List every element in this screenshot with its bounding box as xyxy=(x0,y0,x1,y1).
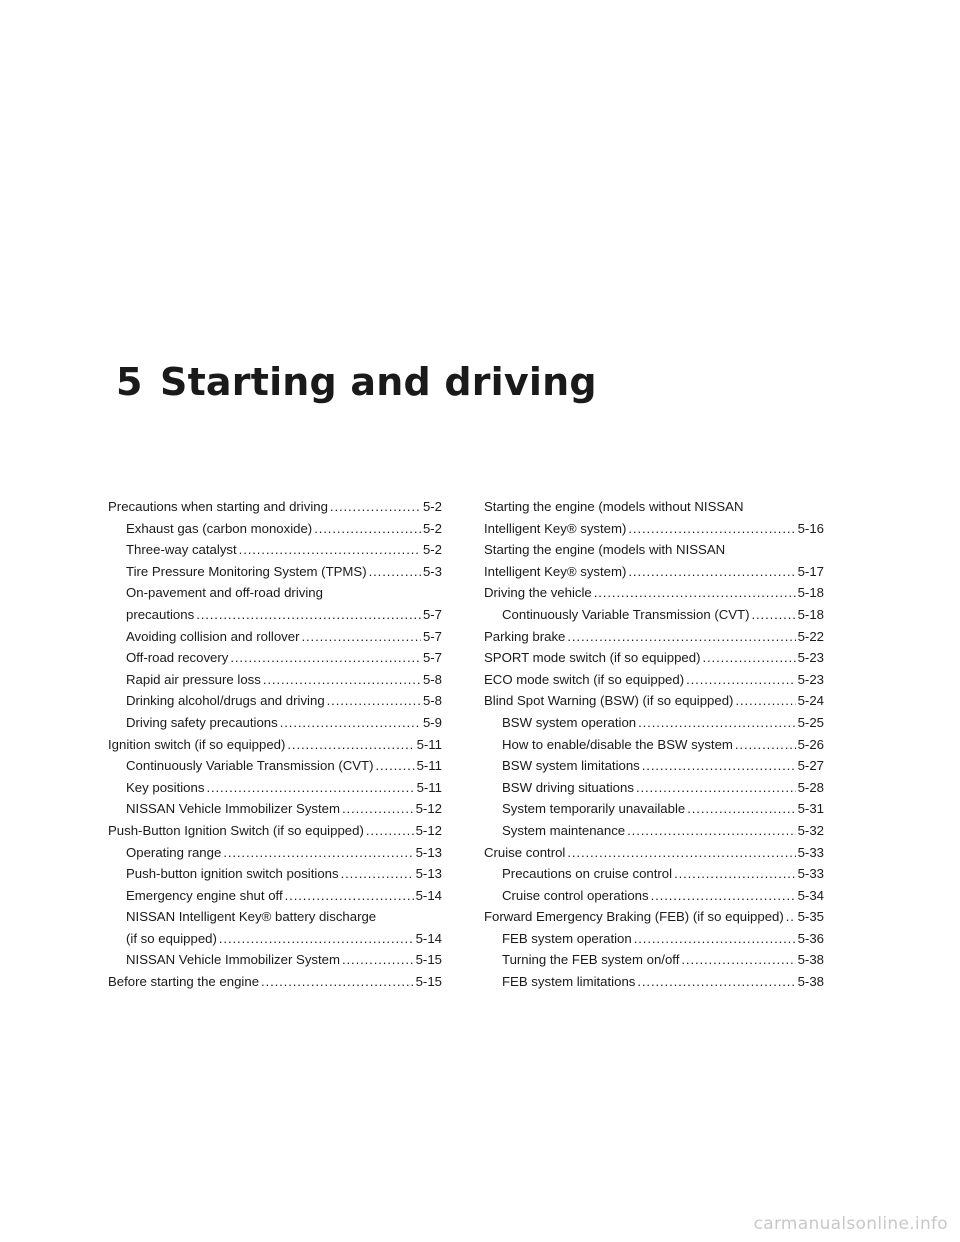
toc-entry-text: Ignition switch (if so equipped) xyxy=(108,734,287,756)
toc-entry-page: 5-14 xyxy=(414,885,442,907)
toc-entry-line xyxy=(484,690,824,712)
toc-entry-text: ECO mode switch (if so equipped) xyxy=(484,669,686,691)
toc-entry-text: Driving safety precautions xyxy=(126,712,280,734)
toc-entry-text: BSW system limitations xyxy=(502,755,642,777)
dot-leader xyxy=(314,518,421,540)
toc-entry-page: 5-18 xyxy=(796,582,824,604)
dot-leader xyxy=(567,626,795,648)
toc-entry[interactable] xyxy=(108,712,442,734)
toc-entry-page: 5-33 xyxy=(796,863,824,885)
toc-entry-page: 5-11 xyxy=(415,734,442,756)
toc-entry-line xyxy=(502,734,824,756)
toc-entry-text: Rapid air pressure loss xyxy=(126,669,263,691)
toc-entry-text: Tire Pressure Monitoring System (TPMS) xyxy=(126,561,369,583)
toc-entry-line xyxy=(108,734,442,756)
toc-entry-line xyxy=(126,712,442,734)
toc-entry-line xyxy=(108,971,442,993)
toc-entry-line xyxy=(502,928,824,950)
dot-leader xyxy=(285,885,414,907)
toc-entry-line xyxy=(502,604,824,626)
dot-leader xyxy=(369,561,421,583)
toc-entry[interactable] xyxy=(484,863,824,885)
toc-entry-line xyxy=(126,669,442,691)
toc-entry-page: 5-23 xyxy=(796,669,824,691)
toc-entry-page: 5-13 xyxy=(414,863,442,885)
dot-leader xyxy=(567,842,795,864)
dot-leader xyxy=(651,885,796,907)
dot-leader xyxy=(230,647,421,669)
toc-entry-line xyxy=(126,604,442,626)
toc-entry[interactable] xyxy=(108,626,442,648)
toc-entry-text: BSW driving situations xyxy=(502,777,636,799)
toc-entry-text-first-line: On-pavement and off-road driving xyxy=(126,585,323,601)
toc-entry-page: 5-32 xyxy=(796,820,824,842)
toc-entry[interactable] xyxy=(108,582,442,625)
toc-entry-line xyxy=(126,518,442,540)
toc-entry-page: 5-13 xyxy=(414,842,442,864)
toc-entry-page: 5-11 xyxy=(415,777,442,799)
toc-entry-page: 5-28 xyxy=(796,777,824,799)
toc-entry-text: (if so equipped) xyxy=(126,928,219,950)
toc-entry[interactable] xyxy=(484,928,824,950)
toc-entry-text: System maintenance xyxy=(502,820,627,842)
toc-entry-page: 5-34 xyxy=(796,885,824,907)
toc-entry[interactable] xyxy=(484,647,824,669)
toc-entry[interactable] xyxy=(484,777,824,799)
toc-entry-page: 5-36 xyxy=(796,928,824,950)
toc-entry-page: 5-11 xyxy=(415,755,442,777)
toc-entry-text: FEB system operation xyxy=(502,928,634,950)
toc-entry-page: 5-27 xyxy=(796,755,824,777)
toc-entry-text: Drinking alcohol/drugs and driving xyxy=(126,690,327,712)
toc-entry-text: NISSAN Vehicle Immobilizer System xyxy=(126,798,342,820)
dot-leader xyxy=(302,626,421,648)
toc-entry-line xyxy=(484,561,824,583)
toc-entry[interactable] xyxy=(484,604,824,626)
toc-entry-line xyxy=(502,777,824,799)
toc-entry-text: Intelligent Key® system) xyxy=(484,561,628,583)
toc-entry-line xyxy=(126,798,442,820)
toc-entry-line xyxy=(502,885,824,907)
toc-entry-text: Continuously Variable Transmission (CVT) xyxy=(502,604,751,626)
chapter-title xyxy=(116,360,597,404)
dot-leader xyxy=(287,734,414,756)
dot-leader xyxy=(375,755,414,777)
toc-entry-line xyxy=(126,647,442,669)
toc-entry-page: 5-18 xyxy=(796,604,824,626)
dot-leader xyxy=(628,518,795,540)
dot-leader xyxy=(342,949,414,971)
watermark: carmanualsonline.info xyxy=(753,1214,948,1234)
toc-right-column xyxy=(484,496,824,993)
toc-entry-text: SPORT mode switch (if so equipped) xyxy=(484,647,702,669)
toc-entry[interactable] xyxy=(108,842,442,864)
toc-entry[interactable] xyxy=(108,755,442,777)
toc-entry-text: Key positions xyxy=(126,777,206,799)
toc-entry[interactable] xyxy=(484,669,824,691)
toc-entry-text-first-line: NISSAN Intelligent Key® battery discharge xyxy=(126,909,377,925)
toc-entry-page: 5-31 xyxy=(796,798,824,820)
toc-entry-line xyxy=(126,863,442,885)
toc-entry[interactable] xyxy=(108,798,442,820)
toc-entry-page: 5-12 xyxy=(414,798,442,820)
dot-leader xyxy=(239,539,421,561)
toc-entry-text: Precautions on cruise control xyxy=(502,863,674,885)
dot-leader xyxy=(594,582,796,604)
toc-entry[interactable] xyxy=(484,496,824,539)
toc-entry-page: 5-12 xyxy=(414,820,442,842)
toc-entry-line xyxy=(502,820,824,842)
toc-entry[interactable] xyxy=(484,712,824,734)
dot-leader xyxy=(636,777,796,799)
toc-left-column xyxy=(108,496,442,993)
toc-entry-page: 5-23 xyxy=(796,647,824,669)
dot-leader xyxy=(702,647,795,669)
toc-entry-line xyxy=(484,518,824,540)
dot-leader xyxy=(735,734,796,756)
dot-leader xyxy=(735,690,795,712)
toc-entry-page: 5-25 xyxy=(796,712,824,734)
toc-entry[interactable] xyxy=(108,949,442,971)
toc-entry[interactable] xyxy=(108,777,442,799)
toc-entry-line xyxy=(126,561,442,583)
toc-entry-text: Push-button ignition switch positions xyxy=(126,863,341,885)
toc-entry-page: 5-3 xyxy=(421,561,442,583)
toc-entry-page: 5-8 xyxy=(421,669,442,691)
toc-entry[interactable] xyxy=(484,820,824,842)
toc-entry-text: NISSAN Vehicle Immobilizer System xyxy=(126,949,342,971)
toc-entry-line xyxy=(126,539,442,561)
dot-leader xyxy=(223,842,413,864)
toc-entry-page: 5-2 xyxy=(421,539,442,561)
toc-entry-text: Precautions when starting and driving xyxy=(108,496,330,518)
toc-entry-text: System temporarily unavailable xyxy=(502,798,687,820)
toc-entry-line xyxy=(484,906,824,928)
toc-entry-line xyxy=(126,842,442,864)
toc-entry[interactable] xyxy=(108,561,442,583)
toc-entry-page: 5-7 xyxy=(421,626,442,648)
toc-entry-line xyxy=(126,755,442,777)
toc-entry-page: 5-9 xyxy=(421,712,442,734)
dot-leader xyxy=(330,496,421,518)
dot-leader xyxy=(263,669,421,691)
toc-entry-page: 5-38 xyxy=(796,971,824,993)
dot-leader xyxy=(751,604,795,626)
toc-entry-line xyxy=(502,949,824,971)
dot-leader xyxy=(342,798,414,820)
dot-leader xyxy=(280,712,421,734)
toc-entry[interactable] xyxy=(108,690,442,712)
dot-leader xyxy=(261,971,414,993)
toc-entry-text: Emergency engine shut off xyxy=(126,885,285,907)
toc-entry-page: 5-7 xyxy=(421,647,442,669)
toc-entry-page: 5-16 xyxy=(796,518,824,540)
toc-entry-text-first-line: Starting the engine (models with NISSAN xyxy=(484,542,726,558)
toc-entry-line xyxy=(502,798,824,820)
toc-entry-text-first-line: Starting the engine (models without NISSAN xyxy=(484,499,744,514)
toc-entry-page: 5-22 xyxy=(796,626,824,648)
toc-entry[interactable] xyxy=(108,539,442,561)
toc-entry[interactable] xyxy=(108,820,442,842)
toc-entry-text: Cruise control operations xyxy=(502,885,651,907)
toc-entry-page: 5-38 xyxy=(796,949,824,971)
toc-entry[interactable] xyxy=(108,496,442,518)
toc-entry-text: Intelligent Key® system) xyxy=(484,518,628,540)
dot-leader xyxy=(634,928,796,950)
toc-entry[interactable] xyxy=(484,582,824,604)
toc-entry[interactable] xyxy=(484,690,824,712)
toc-entry[interactable] xyxy=(108,971,442,993)
toc-entry-page: 5-14 xyxy=(414,928,442,950)
toc-entry-line xyxy=(126,626,442,648)
dot-leader xyxy=(681,949,795,971)
toc-entry[interactable] xyxy=(484,949,824,971)
dot-leader xyxy=(327,690,421,712)
toc-entry[interactable] xyxy=(484,734,824,756)
toc-entry[interactable] xyxy=(108,669,442,691)
dot-leader xyxy=(637,971,795,993)
toc-entry[interactable] xyxy=(484,971,824,993)
toc-entry-line xyxy=(502,971,824,993)
toc-entry-page: 5-2 xyxy=(421,518,442,540)
dot-leader xyxy=(687,798,795,820)
toc-entry[interactable] xyxy=(484,798,824,820)
toc-entry-text: Avoiding collision and rollover xyxy=(126,626,302,648)
toc-entry-page: 5-2 xyxy=(421,496,442,518)
dot-leader xyxy=(219,928,414,950)
dot-leader xyxy=(627,820,795,842)
toc-entry-line xyxy=(484,582,824,604)
toc-entry-line xyxy=(126,928,442,950)
dot-leader xyxy=(674,863,796,885)
toc-entry-text: Turning the FEB system on/off xyxy=(502,949,681,971)
dot-leader xyxy=(786,906,796,928)
toc-entry-line xyxy=(484,647,824,669)
toc-entry[interactable] xyxy=(484,539,824,582)
toc-entry-text: precautions xyxy=(126,604,196,626)
toc-entry-line xyxy=(502,712,824,734)
dot-leader xyxy=(341,863,414,885)
dot-leader xyxy=(642,755,796,777)
toc-entry-page: 5-15 xyxy=(414,971,442,993)
toc-entry-page: 5-17 xyxy=(796,561,824,583)
toc-entry-text: Driving the vehicle xyxy=(484,582,594,604)
dot-leader xyxy=(638,712,795,734)
toc-entry-page: 5-26 xyxy=(796,734,824,756)
toc-entry-text: Operating range xyxy=(126,842,223,864)
toc-entry[interactable] xyxy=(108,863,442,885)
toc-entry-page: 5-8 xyxy=(421,690,442,712)
toc-entry[interactable] xyxy=(484,755,824,777)
toc-entry-text: Forward Emergency Braking (FEB) (if so equipped) xyxy=(484,906,786,928)
toc-entry-text: Exhaust gas (carbon monoxide) xyxy=(126,518,314,540)
toc-entry-line xyxy=(502,863,824,885)
toc-entry[interactable] xyxy=(484,842,824,864)
toc-entry-line xyxy=(502,755,824,777)
toc-entry-line xyxy=(126,885,442,907)
dot-leader xyxy=(686,669,795,691)
toc-entry-text: FEB system limitations xyxy=(502,971,637,993)
toc-entry-line xyxy=(126,949,442,971)
dot-leader xyxy=(366,820,414,842)
toc-entry-line xyxy=(108,496,442,518)
toc-entry-text: Three-way catalyst xyxy=(126,539,239,561)
toc-entry-page: 5-24 xyxy=(796,690,824,712)
dot-leader xyxy=(196,604,421,626)
toc-entry-text: Before starting the engine xyxy=(108,971,261,993)
toc-entry[interactable] xyxy=(484,885,824,907)
toc-entry-line xyxy=(126,690,442,712)
dot-leader xyxy=(206,777,414,799)
toc-entry-text: Blind Spot Warning (BSW) (if so equipped) xyxy=(484,690,735,712)
toc-entry-line xyxy=(484,842,824,864)
toc-entry[interactable] xyxy=(484,906,824,928)
dot-leader xyxy=(628,561,795,583)
toc-entry[interactable] xyxy=(108,906,442,949)
toc-entry-page: 5-35 xyxy=(796,906,824,928)
toc-entry[interactable] xyxy=(484,626,824,648)
toc-entry[interactable] xyxy=(108,734,442,756)
toc-entry[interactable] xyxy=(108,647,442,669)
toc-entry-text: Parking brake xyxy=(484,626,567,648)
toc-entry-text: Continuously Variable Transmission (CVT) xyxy=(126,755,375,777)
toc-entry-text: How to enable/disable the BSW system xyxy=(502,734,735,756)
toc-entry[interactable] xyxy=(108,885,442,907)
toc-entry-text: Cruise control xyxy=(484,842,567,864)
chapter-number: 5 xyxy=(116,360,143,404)
toc-entry-line xyxy=(484,669,824,691)
toc-entry-line xyxy=(126,777,442,799)
toc-entry-page: 5-15 xyxy=(414,949,442,971)
toc-entry-text: Push-Button Ignition Switch (if so equipped) xyxy=(108,820,366,842)
toc-entry-text: BSW system operation xyxy=(502,712,638,734)
toc-entry[interactable] xyxy=(108,518,442,540)
toc-entry-line xyxy=(108,820,442,842)
toc-entry-text: Off-road recovery xyxy=(126,647,230,669)
chapter-name: Starting and driving xyxy=(160,360,597,404)
toc-entry-line xyxy=(484,626,824,648)
toc-entry-page: 5-33 xyxy=(796,842,824,864)
toc-entry-page: 5-7 xyxy=(421,604,442,626)
